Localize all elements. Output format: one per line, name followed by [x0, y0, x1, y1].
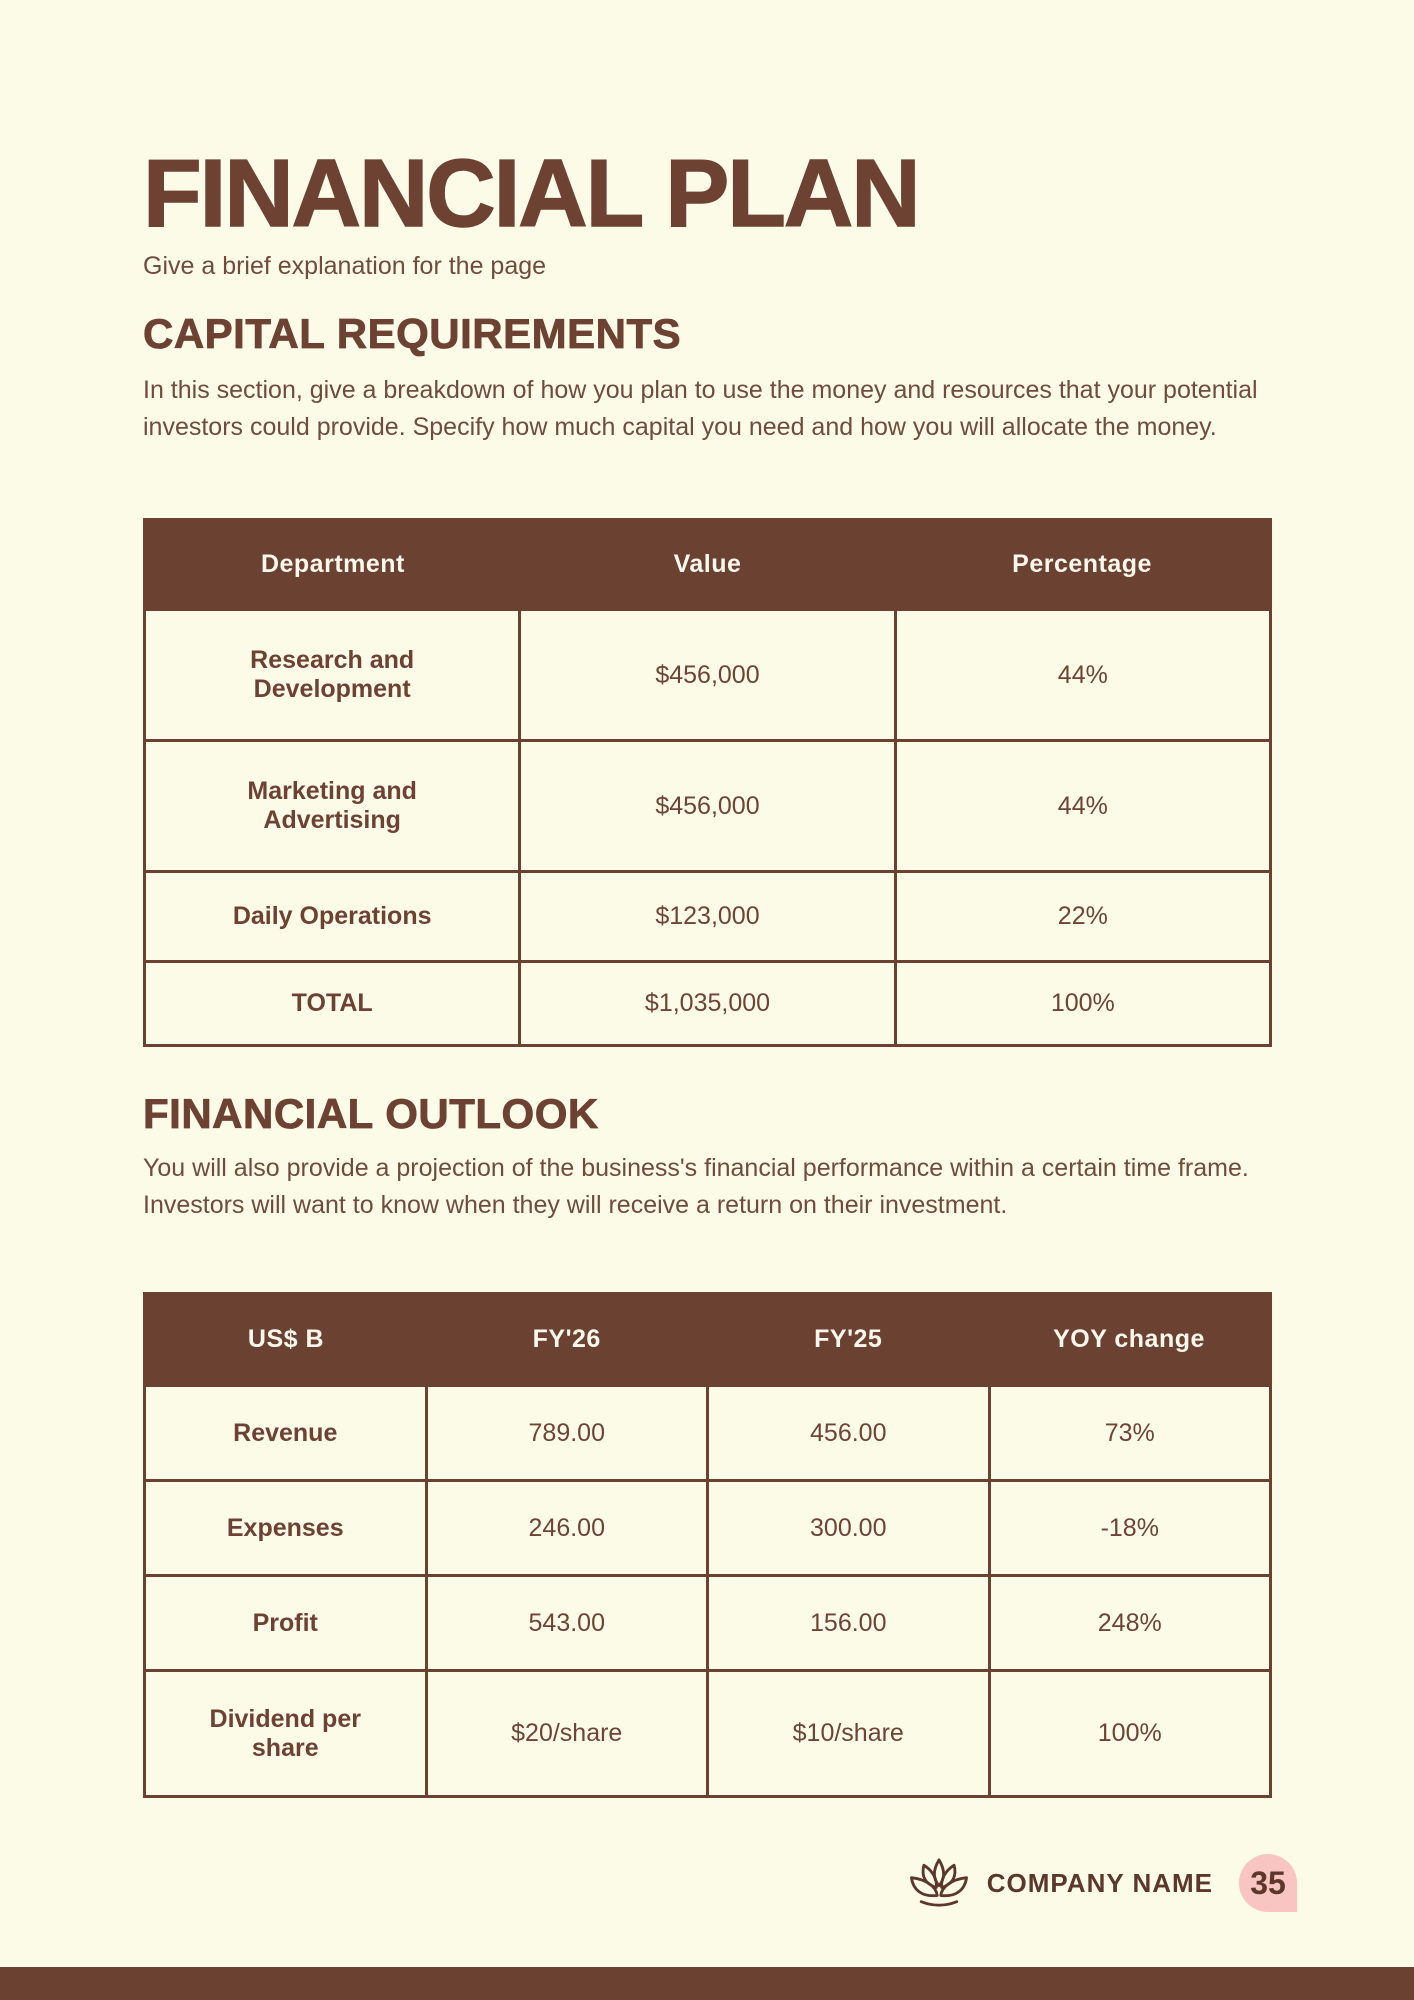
- column-header: YOY change: [989, 1294, 1271, 1386]
- section-paragraph-financial-outlook: You will also provide a projection of the business's financial performance within a certain time frame. Investors will want to know when they will receive a return on their investment.: [143, 1154, 1249, 1219]
- cell-value: 156.00: [708, 1576, 990, 1671]
- cell-value: 300.00: [708, 1481, 990, 1576]
- table-row: [145, 1671, 1271, 1797]
- column-header: FY'26: [426, 1294, 708, 1386]
- cell-value: 44%: [895, 610, 1270, 741]
- cell-value: 73%: [989, 1386, 1271, 1481]
- section-heading-capital-requirements: CAPITAL REQUIREMENTS: [143, 310, 682, 357]
- column-header: Percentage: [895, 520, 1270, 610]
- bottom-accent-bar: [0, 1967, 1414, 2000]
- column-header: US$ B: [145, 1294, 427, 1386]
- page-footer: [907, 1852, 1297, 1914]
- cell-value: $20/share: [426, 1671, 708, 1797]
- table-row: [145, 872, 1271, 962]
- cell-value: $10/share: [708, 1671, 990, 1797]
- cell-value: $456,000: [520, 741, 895, 872]
- table-header: [145, 1294, 1271, 1386]
- row-label: TOTAL: [145, 962, 520, 1046]
- section-heading-financial-outlook: FINANCIAL OUTLOOK: [143, 1090, 599, 1137]
- row-label: Profit: [145, 1576, 427, 1671]
- table-body: [145, 1386, 1271, 1797]
- cell-value: 543.00: [426, 1576, 708, 1671]
- page-subtitle: Give a brief explanation for the page: [143, 252, 547, 280]
- row-label: Expenses: [145, 1481, 427, 1576]
- cell-value: 789.00: [426, 1386, 708, 1481]
- section-paragraph-capital-requirements: In this section, give a breakdown of how you plan to use the money and resources that your potential investors could provide. Specify how much capital you need and how you will allocate the money.: [143, 376, 1258, 441]
- financial-outlook-table: [143, 1292, 1272, 1798]
- cell-value: 456.00: [708, 1386, 990, 1481]
- cell-value: 248%: [989, 1576, 1271, 1671]
- capital-requirements-table: [143, 518, 1272, 1047]
- page-number-badge: 35: [1239, 1854, 1297, 1912]
- table-body: [145, 610, 1271, 1046]
- header-row: [145, 520, 1271, 610]
- table-row: [145, 1386, 1271, 1481]
- column-header: Value: [520, 520, 895, 610]
- cell-value: 100%: [989, 1671, 1271, 1797]
- table-row: [145, 610, 1271, 741]
- company-name-label: COMPANY NAME: [986, 1867, 1213, 1898]
- row-label: Dividend per share: [145, 1671, 427, 1797]
- row-label: Revenue: [145, 1386, 427, 1481]
- table-row: [145, 1576, 1271, 1671]
- cell-value: 44%: [895, 741, 1270, 872]
- cell-value: $456,000: [520, 610, 895, 741]
- row-label: Research and Development: [145, 610, 520, 741]
- table-row: [145, 962, 1271, 1046]
- cell-value: 100%: [895, 962, 1270, 1046]
- table-header: [145, 520, 1271, 610]
- page-title: FINANCIAL PLAN: [143, 140, 919, 247]
- lotus-icon: [907, 1854, 971, 1912]
- row-label: Daily Operations: [145, 872, 520, 962]
- cell-value: 246.00: [426, 1481, 708, 1576]
- table-row: [145, 741, 1271, 872]
- cell-value: $123,000: [520, 872, 895, 962]
- column-header: FY'25: [708, 1294, 990, 1386]
- cell-value: $1,035,000: [520, 962, 895, 1046]
- cell-value: 22%: [895, 872, 1270, 962]
- row-label: Marketing and Advertising: [145, 741, 520, 872]
- column-header: Department: [145, 520, 520, 610]
- header-row: [145, 1294, 1271, 1386]
- table-row: [145, 1481, 1271, 1576]
- cell-value: -18%: [989, 1481, 1271, 1576]
